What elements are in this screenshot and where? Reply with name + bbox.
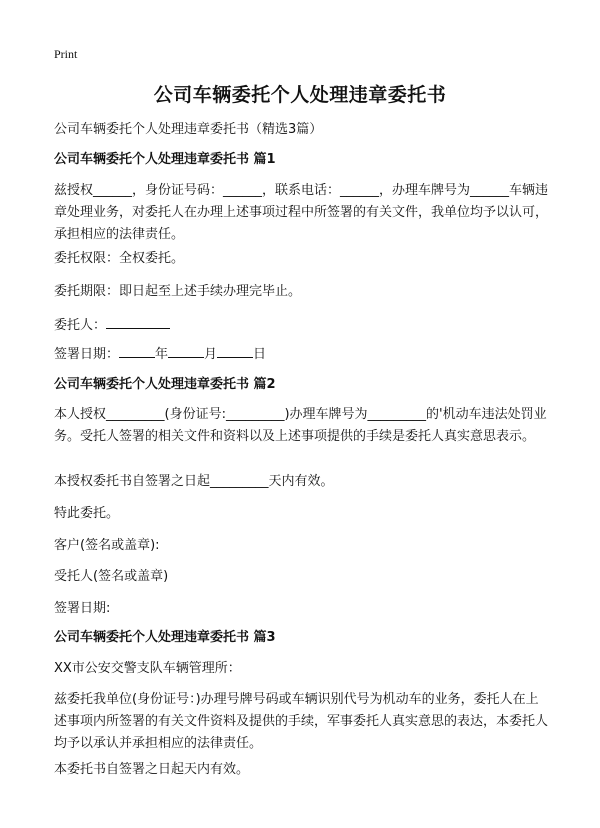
year-blank	[119, 343, 155, 358]
section-1-client	[54, 314, 550, 337]
year-label: 年	[155, 347, 169, 362]
section-2-validity: 本授权委托书自签署之日起_________天内有效。	[54, 474, 334, 489]
intro-line: 公司车辆委托个人处理违章委托书（精选3篇）	[54, 122, 323, 137]
section-2-agent: 受托人(签名或盖章)	[54, 569, 169, 584]
day-blank	[217, 343, 253, 358]
month-blank	[168, 343, 204, 358]
section-2-paragraph: 本人授权_________(身份证号:_________)办理车牌号为_________的'机动车违法处罚业务。受托人签署的相关文件和资料以及上述事项提供的手续是委托人真实意思表示。	[54, 407, 547, 444]
print-link[interactable]: Print	[54, 47, 78, 61]
document-title: 公司车辆委托个人处理违章委托书	[153, 84, 447, 106]
month-label: 月	[204, 347, 218, 362]
section-1-heading: 公司车辆委托个人处理违章委托书 篇1	[54, 152, 276, 167]
section-1-period: 委托期限：即日起至上述手续办理完毕止。	[54, 284, 302, 299]
section-1-date	[54, 343, 550, 366]
section-3-paragraph: 兹委托我单位(身份证号：)办理号牌号码或车辆识别代号为机动车的业务，委托人在上述事项内所签署的有关文件资料及提供的手续，军事委托人真实意思的表达，本委托人均予以承认并承担相应的法律责任。	[54, 692, 549, 751]
date-label: 签署日期：	[54, 347, 120, 362]
section-2-client: 客户(签名或盖章):	[54, 538, 160, 553]
section-2-special: 特此委托。	[54, 506, 120, 521]
client-blank	[106, 314, 170, 329]
day-label: 日	[253, 347, 267, 362]
section-3-heading: 公司车辆委托个人处理违章委托书 篇3	[54, 630, 276, 645]
section-1-paragraph: 兹授权______，身份证号码：______，联系电话：______，办理车牌号为______车辆违章处理业务，对委托人在办理上述事项过程中所签署的有关文件，我单位均予以认可，承担相应的法律责任。	[54, 183, 549, 242]
section-1-scope: 委托权限：全权委托。	[54, 251, 185, 266]
section-2-date: 签署日期:	[54, 601, 111, 616]
section-2-heading: 公司车辆委托个人处理违章委托书 篇2	[54, 377, 276, 392]
section-3-validity: 本委托书自签署之日起天内有效。	[54, 762, 250, 777]
section-3-addressee: XX市公安交警支队车辆管理所：	[54, 661, 241, 676]
client-label: 委托人：	[54, 318, 107, 333]
